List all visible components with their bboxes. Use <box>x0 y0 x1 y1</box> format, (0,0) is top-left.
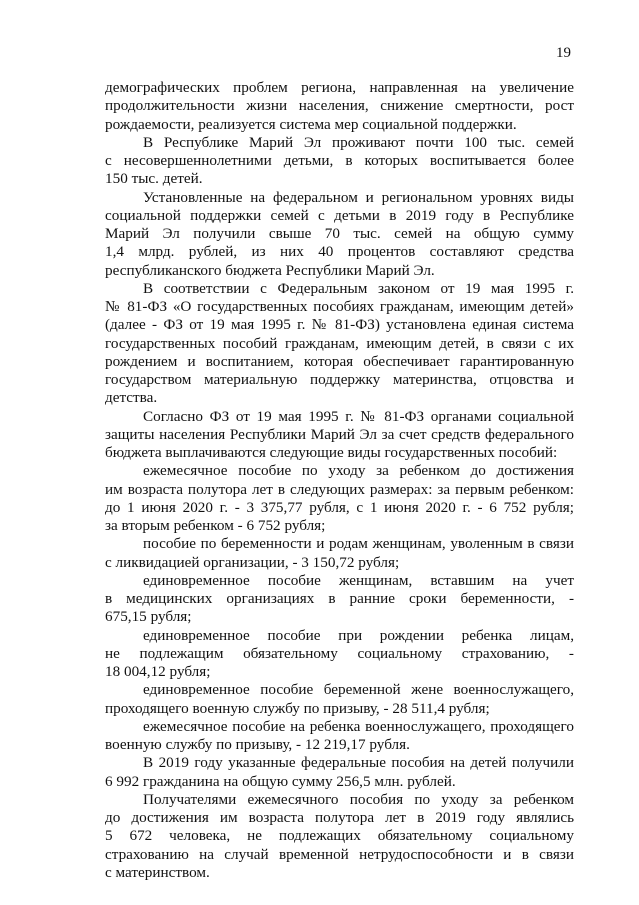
text-line: с ликвидацией организации, - 3 150,72 рубля; <box>105 553 400 571</box>
text-line: В 2019 году указанные федеральные пособия на детей получили <box>143 754 574 772</box>
paragraph-benefit-types-intro <box>105 408 574 463</box>
paragraph-support-2019 <box>105 189 574 280</box>
text-line: Марий Эл получили свыше 70 тыс. семей на общую сумму <box>105 225 574 242</box>
text-line: Получателями ежемесячного пособия по уходу за ребенком <box>143 790 574 808</box>
paragraph-recipients-2019 <box>105 754 574 791</box>
text-line: проходящего военную службу по призыву, - 28 511,4 рубля; <box>105 699 490 717</box>
paragraph-early-registration <box>105 572 574 627</box>
text-line: республиканского бюджета Республики Марий Эл. <box>105 261 435 279</box>
text-line: государственных пособий гражданам, имеющим детей, в связи с их <box>105 334 574 352</box>
paragraph-monthly-recipients <box>105 791 574 882</box>
text-line: с несовершеннолетними детьми, в которых воспитывается более <box>105 152 574 169</box>
text-line: В соответствии с Федеральным законом от 19 мая 1995 г. <box>143 279 574 297</box>
text-line: В Республике Марий Эл проживают почти 100 тыс. семей <box>143 133 574 151</box>
document-body <box>105 79 574 882</box>
page-number: 19 <box>556 45 571 61</box>
paragraph-monthly-childcare <box>105 462 574 535</box>
paragraph-soldier-wife <box>105 681 574 718</box>
text-line: № 81-ФЗ «О государственных пособиях гражданам, имеющим детей» <box>105 298 574 315</box>
text-line: Согласно ФЗ от 19 мая 1995 г. № 81-ФЗ органами социальной <box>143 407 574 425</box>
text-line: 675,15 рубля; <box>105 608 192 626</box>
paragraph-pregnancy-benefit <box>105 535 574 572</box>
text-line: государством материальную поддержку материнства, отцовства и <box>105 371 574 388</box>
text-line: ежемесячное пособие по уходу за ребенком до достижения <box>143 462 574 480</box>
text-line: единовременное пособие при рождении ребенка лицам, <box>143 626 574 644</box>
text-line: единовременное пособие женщинам, вставшим на учет <box>143 571 574 589</box>
text-line: за вторым ребенком - 6 752 рубля; <box>105 517 326 534</box>
text-line: детства. <box>105 389 158 407</box>
text-line: Установленные на федеральном и региональном уровнях виды <box>143 188 574 206</box>
text-line: с материнством. <box>105 863 210 881</box>
text-line: 18 004,12 рубля; <box>105 663 211 680</box>
text-line: защиты населения Республики Марий Эл за счет средств федерального <box>105 425 574 443</box>
text-line: пособие по беременности и родам женщинам, уволенным в связи <box>143 535 574 553</box>
text-line: демографических проблем региона, направленная на увеличение <box>105 79 574 96</box>
text-line: в медицинских организациях в ранние сроки беременности, - <box>105 590 574 607</box>
text-line: бюджета выплачиваются следующие виды государственных пособий: <box>105 444 558 461</box>
text-line: до 1 июня 2020 г. - 3 375,77 рубля, с 1 июня 2020 г. - 6 752 рубля; <box>105 498 574 516</box>
text-line: до достижения им возраста полутора лет в 2019 году являлись <box>105 809 574 826</box>
paragraph-soldier-child <box>105 718 574 755</box>
text-line: страхованию на случай временной нетрудоспособности и в связи <box>105 845 574 863</box>
text-line: не подлежащим обязательному социальному страхованию, - <box>105 644 574 662</box>
text-line: ежемесячное пособие на ребенка военнослужащего, проходящего <box>143 717 574 735</box>
text-line: рождением и воспитанием, которая обеспечивает гарантированную <box>105 352 574 370</box>
text-line: единовременное пособие беременной жене военнослужащего, <box>143 681 574 699</box>
paragraph-demographic-intro <box>105 79 574 134</box>
text-line: 6 992 гражданина на общую сумму 256,5 млн. рублей. <box>105 772 456 790</box>
text-line: продолжительности жизни населения, снижение смертности, рост <box>105 97 574 115</box>
text-line: социальной поддержки семей с детьми в 2019 году в Республике <box>105 206 574 224</box>
text-line: им возраста полутора лет в следующих размерах: за первым ребенком: <box>105 480 574 498</box>
paragraph-federal-law <box>105 280 574 408</box>
text-line: рождаемости, реализуется система мер социальной поддержки. <box>105 115 517 133</box>
text-line: (далее - ФЗ от 19 мая 1995 г. № 81-ФЗ) установлена единая система <box>105 316 574 334</box>
text-line: военную службу по призыву, - 12 219,17 рубля. <box>105 736 410 753</box>
text-line: 1,4 млрд. рублей, из них 40 процентов составляют средства <box>105 243 574 261</box>
text-line: 150 тыс. детей. <box>105 170 203 188</box>
text-line: 5 672 человека, не подлежащих обязательному социальному <box>105 827 574 845</box>
paragraph-birth-benefit <box>105 627 574 682</box>
paragraph-families-count <box>105 134 574 189</box>
